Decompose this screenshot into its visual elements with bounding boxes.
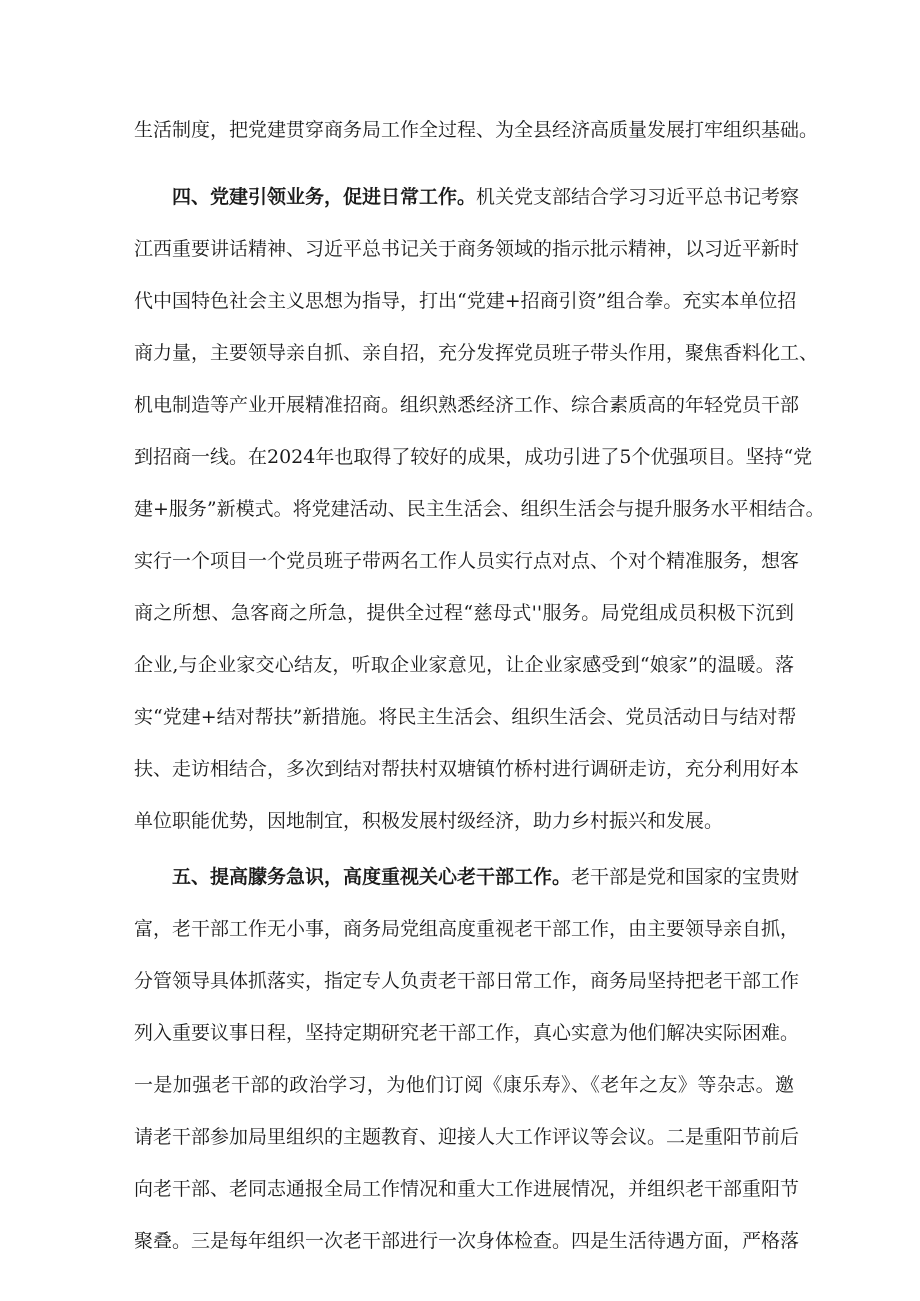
text-line: 商力量，主要领导亲自抓、亲自招，充分发挥党员班子带头作用，聚焦香料化工、 (134, 342, 819, 364)
section-heading: 五、提高朦务急识，高度重视关心老干部工作。 (172, 866, 572, 888)
text-line: 生活制度，把党建贯穿商务局工作全过程、为全县经济高质量发展打牢组织基础。 (134, 119, 819, 141)
text-line: 实“党建+结对帮扶”新措施。将民主生活会、组织生活会、党员活动日与结对帮 (134, 706, 797, 728)
text-line: 向老干部、老同志通报全局工作情况和重大工作进展情况，并组织老干部重阳节 (134, 1178, 800, 1200)
text-run: 机关党支部结合学习习近平总书记考察 (476, 186, 800, 208)
section-heading: 四、党建引领业务，促进日常工作。 (172, 186, 477, 208)
text-line: 分管领导具体抓落实，指定专人负责老干部日常工作，商务局坚持把老干部工作 (134, 970, 800, 992)
text-line: 江西重要讲话精神、习近平总书记关于商务领域的指示批示精神，以习近平新时 (134, 238, 800, 260)
text-line: 实行一个项目一个党员班子带两名工作人员实行点对点、个对个精准服务，想客 (134, 550, 800, 572)
text-line: 到招商一线。在2024年也取得了较好的成果，成功引进了5个优强项目。坚持“党 (134, 446, 813, 468)
text-line: 企业,与企业家交心结友，听取企业家意见，让企业家感受到“娘家”的温暖。落 (134, 654, 794, 676)
text-line-first (134, 182, 800, 212)
text-line: 一是加强老干部的政治学习，为他们订阅《康乐寿》、《老年之友》等杂志。邀 (134, 1074, 794, 1096)
text-line: 商之所想、急客商之所急，提供全过程“慈母式''服务。局党组成员积极下沉到 (134, 602, 794, 624)
text-line: 机电制造等产业开展精准招商。组织熟悉经济工作、综合素质高的年轻党员干部 (134, 394, 800, 416)
text-line: 建+服务”新模式。将党建活动、民主生活会、组织生活会与提升服务水平相结合。 (134, 498, 825, 520)
text-run: 老干部是党和国家的宝贵财 (571, 866, 800, 888)
text-line-first (134, 862, 800, 892)
text-line: 代中国特色社会主义思想为指导，打出“党建+招商引资”组合拳。充实本单位招 (134, 290, 797, 312)
text-line: 单位职能优势，因地制宜，积极发展村级经济，助力乡村振兴和发展。 (134, 810, 724, 832)
text-line: 富，老干部工作无小事，商务局党组高度重视老干部工作，由主要领导亲自抓， (134, 918, 800, 940)
text-line: 请老干部参加局里组织的主题教育、迎接人大工作评议等会议。二是重阳节前后 (134, 1126, 800, 1148)
text-line: 聚叠。三是每年组织一次老干部进行一次身体检查。四是生活待遇方面，严格落 (134, 1230, 800, 1252)
text-line: 扶、走访相结合，多次到结对帮扶村双塘镇竹桥村进行调研走访，充分利用好本 (134, 758, 800, 780)
text-line: 列入重要议事日程，坚持定期研究老干部工作，真心实意为他们解决实际困难。 (134, 1022, 800, 1044)
